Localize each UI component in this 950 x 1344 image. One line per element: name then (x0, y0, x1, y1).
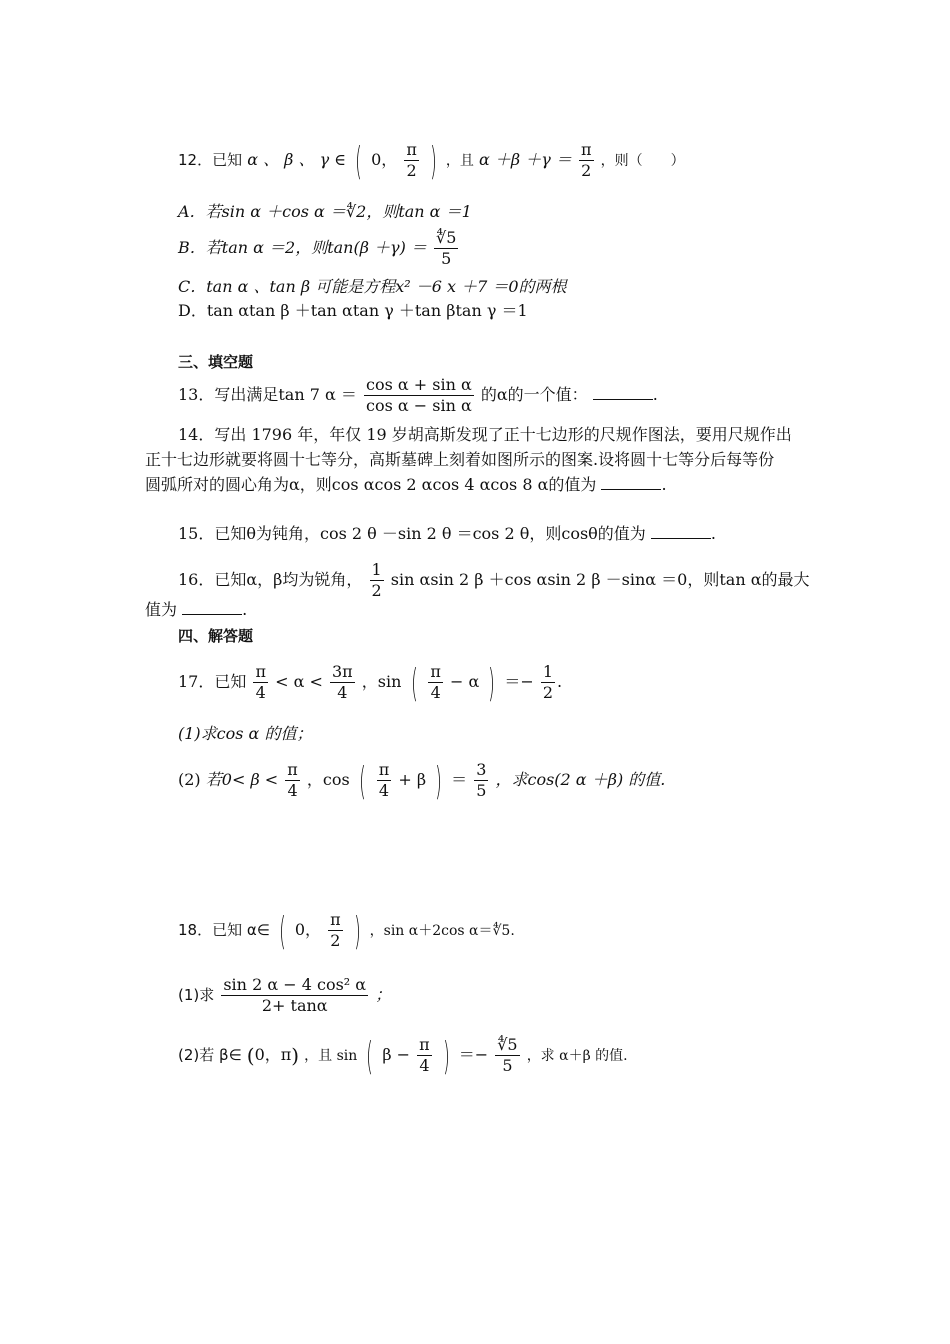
fraction-denominator: 2+ tanα (261, 996, 328, 1015)
q13-suffix: 的α的一个值： (480, 385, 588, 404)
q14-line-1: 14．写出 1796 年，年仅 19 岁胡高斯发现了正十七边形的尺规作图法，要用尺规作出 (178, 425, 792, 444)
q17-sin: ，sin (361, 672, 402, 691)
fraction-denominator: 2 (330, 931, 341, 950)
fraction-numerator: π (581, 140, 592, 159)
fraction-numerator: 3 (476, 760, 487, 779)
fraction-numerator: π (330, 910, 341, 929)
q17-equals: ＝− (504, 672, 534, 691)
right-paren: ) (430, 138, 437, 183)
q12-option-b-fraction (434, 228, 458, 269)
fraction-denominator: 5 (502, 1056, 513, 1075)
q13-prefix: 13．写出满足tan 7 α ＝ (178, 385, 357, 404)
q18-part-2-interval: 0，π (254, 1045, 292, 1064)
q15-text: 15．已知θ为钝角，cos 2 θ －sin 2 θ ＝cos 2 θ，则cosθ的值为 (178, 524, 646, 543)
q18-part-2-sin: ，且 sin (304, 1048, 358, 1064)
q16-mid: sin αsin 2 β ＋cos αsin 2 β －sinα ＝0，则tan α的最大 (390, 570, 810, 589)
fraction-denominator: 4 (287, 781, 298, 800)
q18-part-2-equals: ＝− (458, 1045, 489, 1064)
left-paren: ( (366, 1033, 374, 1078)
right-paren: ) (435, 758, 442, 803)
q17-part-1: (1)求cos α 的值； (178, 724, 313, 743)
q16-half (370, 560, 384, 601)
q18-condition: ，sin α＋2cos α＝∜5. (369, 923, 515, 939)
q18-part-1-label: (1)求 (178, 986, 215, 1004)
q12-pi-over-2-b (579, 140, 594, 181)
fraction-denominator: 4 (255, 683, 266, 702)
q18-part-1-end: ； (375, 985, 392, 1004)
q18-prefix: 18．已知 α∈ (178, 921, 270, 939)
answer-blank[interactable] (182, 600, 242, 615)
fraction-numerator: cos α + sin α (365, 375, 472, 394)
q12-mid: ，且 (445, 153, 474, 169)
section-fill-in-heading: 三、填空题 (178, 353, 254, 371)
q12-prefix: 12．已知 (178, 151, 243, 169)
q17-p2-f1 (285, 760, 300, 801)
q12-stem (178, 140, 685, 181)
fraction-numerator: 1 (371, 560, 382, 579)
q12-sum: α ＋β ＋γ ＝ (479, 150, 572, 169)
fraction-denominator: 2 (406, 161, 417, 180)
q18-p2-pi-over-4 (417, 1035, 432, 1076)
fraction-numerator: sin 2 α − 4 cos² α (223, 975, 367, 994)
fraction-denominator: 4 (378, 781, 390, 800)
fraction-numerator: π (406, 140, 417, 159)
q12-option-b (178, 228, 460, 269)
q12-interval-left: 0， (371, 150, 398, 169)
q15: 15．已知θ为钝角，cos 2 θ －sin 2 θ ＝cos 2 θ，则cosθ的值为 . (178, 524, 716, 543)
q12-option-c: C．tan α 、tan β 可能是方程x² －6 x ＋7 ＝0的两根 (178, 277, 567, 296)
fraction-numerator: π (378, 760, 390, 779)
q17-part-2-ask: ，求cos(2 α ＋β) 的值. (495, 770, 666, 789)
q14-line-3-text: 圆弧所对的圆心角为α，则cos αcos 2 αcos 4 αcos 8 α的值为 (145, 475, 597, 494)
q12-option-a: A．若sin α ＋cos α ＝∜2，则tan α ＝1 (178, 202, 472, 221)
q12-pi-over-2 (404, 140, 419, 181)
fraction-denominator: 4 (419, 1056, 430, 1075)
left-paren: ( (278, 908, 286, 953)
q17-part-2-label: (2) (178, 770, 201, 789)
q17-f3 (428, 662, 443, 703)
left-paren: ( (358, 758, 366, 803)
q12-option-b-prefix: B．若tan α ＝2，则tan(β ＋γ) ＝ (178, 238, 427, 257)
fraction-denominator: cos α − sin α (365, 396, 472, 415)
q16-prefix: 16．已知α，β均为锐角， (178, 570, 363, 589)
q18-p1-fraction (221, 975, 368, 1016)
right-paren: ) (442, 1033, 450, 1078)
q12-vars: α 、 β 、 γ ∈ (247, 150, 347, 169)
fraction-numerator: π (430, 662, 441, 681)
fraction-numerator: 1 (542, 662, 554, 681)
q17-f1 (253, 662, 268, 703)
q18-interval-left: 0， (294, 920, 322, 939)
q18-part-2-label: (2)若 β∈ (178, 1046, 242, 1064)
fraction-denominator: 2 (581, 161, 592, 180)
q12-option-d: D．tan αtan β ＋tan αtan γ ＋tan βtan γ ＝1 (178, 301, 528, 320)
q18-part-2-beta: β − (382, 1045, 411, 1064)
left-paren: ( (355, 138, 362, 183)
q18-part-1 (178, 975, 391, 1016)
q17-part-2-plus-beta: + β (398, 770, 427, 789)
left-paren: ( (246, 1043, 255, 1068)
fraction-numerator: π (419, 1035, 430, 1054)
right-paren: ) (291, 1043, 300, 1068)
q16-line-2-text: 值为 (145, 600, 178, 619)
q18-p2-result (495, 1035, 519, 1076)
fraction-denominator: 5 (441, 249, 452, 268)
q17-p2-f3 (474, 760, 488, 801)
right-paren: ) (488, 660, 496, 705)
q17-f4 (541, 662, 555, 703)
q17-inequality: < α < (275, 672, 323, 691)
q17: 17．已知 $\frac{\pi}{4}$ < α < $\frac{3\pi}{4}$ ，sin ( $\frac{\pi}{4}$ − α ) ＝− $\frac{1}{2}$ . (178, 660, 563, 705)
q12-end: ，则（ ） (600, 153, 685, 169)
q18-part-2 (178, 1035, 628, 1076)
fraction-numerator: π (287, 760, 298, 779)
q17-p2-f2 (377, 760, 392, 801)
q18-pi-over-2 (328, 910, 343, 951)
q17-part-2-cos: ，cos (306, 770, 350, 789)
section-solution-heading: 四、解答题 (178, 627, 254, 645)
q17-part-2-equals: ＝ (451, 770, 468, 789)
q18 (178, 910, 515, 951)
q16-line-2: 值为 . (145, 600, 248, 619)
q18-part-2-ask: ，求 α＋β 的值. (526, 1048, 628, 1064)
fraction-numerator: π (255, 662, 266, 681)
q17-part-2-cond: 若0< β < (205, 770, 279, 789)
fraction-denominator: 4 (430, 683, 441, 702)
fraction-denominator: 4 (337, 683, 348, 702)
left-paren: ( (410, 660, 418, 705)
q13: 13．写出满足tan 7 α ＝ $\frac{\text{cos α + sin α}}{\text{cos α − sin α}}$ 的α的一个值： . (178, 375, 658, 415)
q16 (178, 560, 810, 601)
fraction-denominator: 5 (476, 781, 487, 800)
answer-blank[interactable] (593, 385, 653, 400)
fraction-denominator: 2 (371, 581, 382, 600)
q14-line-3: 圆弧所对的圆心角为α，则cos αcos 2 αcos 4 αcos 8 α的值为 . (145, 475, 667, 494)
q17-f2 (330, 662, 355, 703)
q17-prefix: 17．已知 (178, 672, 247, 691)
answer-blank[interactable] (651, 524, 711, 539)
fraction-numerator: ∜5 (497, 1035, 518, 1054)
fraction-numerator: 3π (331, 662, 353, 681)
q17-minus-alpha: − α (450, 672, 480, 691)
q17-part-2 (178, 760, 665, 801)
q13-fraction (364, 375, 474, 416)
fraction-denominator: 2 (542, 683, 554, 702)
fraction-numerator: ∜5 (436, 228, 457, 247)
q14-line-2: 正十七边形就要将圆十七等分，高斯墓碑上刻着如图所示的图案.设将圆十七等分后每等份 (145, 450, 775, 469)
right-paren: ) (353, 908, 361, 953)
answer-blank[interactable] (601, 475, 661, 490)
